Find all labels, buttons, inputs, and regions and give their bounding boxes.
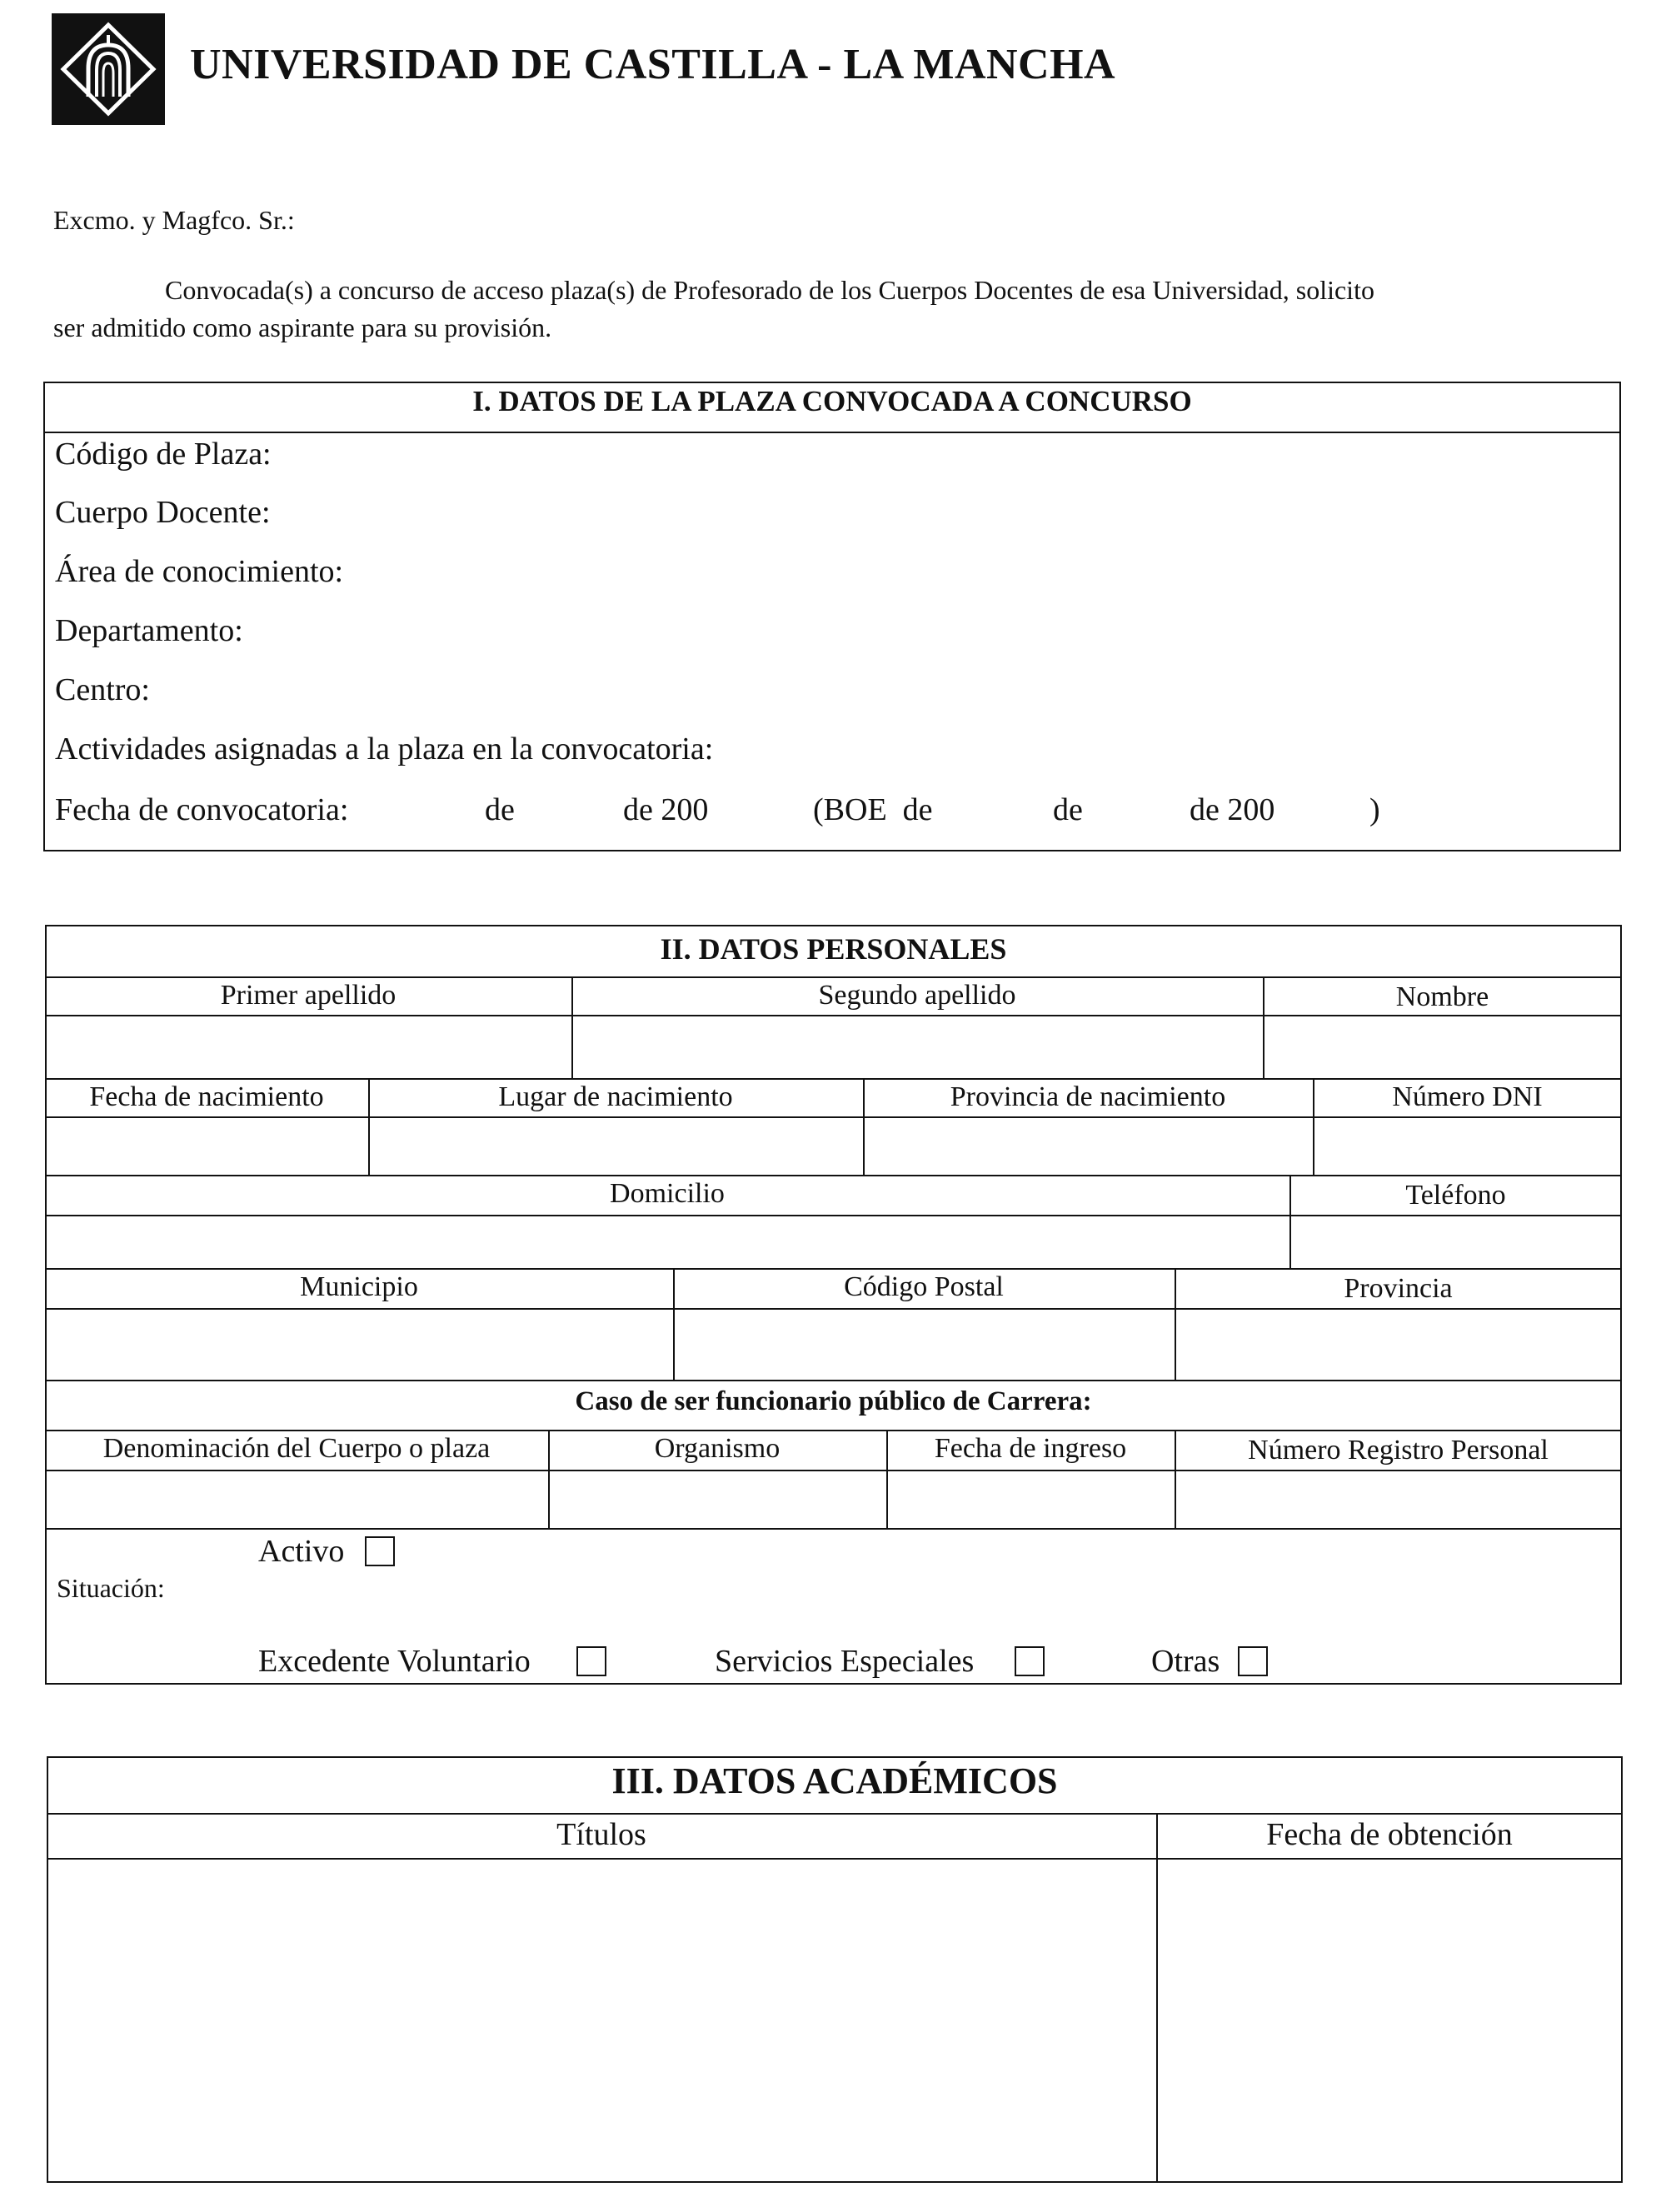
codigo-postal-field[interactable] [676,1311,1173,1378]
section-academicos-title: III. DATOS ACADÉMICOS [611,1760,1058,1801]
otras-label: Otras [1151,1644,1220,1679]
university-logo [52,13,165,125]
nombre-label: Nombre [1395,981,1489,1012]
lugar-nacimiento-label: Lugar de nacimiento [498,1081,733,1112]
centro-label: Centro: [55,672,150,707]
codigo-postal-label: Código Postal [844,1271,1004,1302]
denominacion-cuerpo-label: Denominación del Cuerpo o plaza [102,1433,491,1464]
servicios-especiales-checkbox[interactable] [1015,1646,1045,1676]
provincia-field[interactable] [1178,1311,1619,1378]
numero-registro-label: Número Registro Personal [1248,1435,1549,1466]
titulos-field[interactable] [50,1861,1155,2180]
domicilio-label: Domicilio [610,1178,725,1209]
fecha-ingreso-field[interactable] [890,1473,1173,1526]
segundo-apellido-label: Segundo apellido [818,980,1016,1011]
servicios-especiales-label: Servicios Especiales [715,1644,975,1679]
area-conocimiento-label: Área de conocimiento: [55,554,344,589]
actividades-label: Actividades asignadas a la plaza en la convocatoria: [55,732,714,766]
segundo-apellido-field[interactable] [575,1018,1261,1076]
primer-apellido-field[interactable] [48,1018,570,1076]
excedente-label: Excedente Voluntario [258,1644,531,1679]
request-text-line2: ser admitido como aspirante para su provisión. [53,312,552,342]
municipio-label: Municipio [300,1271,418,1302]
domicilio-field[interactable] [48,1218,1288,1266]
fecha-de200-1: de 200 [623,792,709,827]
fecha-de-1: de [485,792,515,827]
lugar-nacimiento-field[interactable] [372,1120,861,1173]
numero-registro-field[interactable] [1178,1473,1619,1526]
university-name: UNIVERSIDAD DE CASTILLA - LA MANCHA [190,41,1116,88]
primer-apellido-label: Primer apellido [220,980,397,1011]
fecha-obtencion-label: Fecha de obtención [1266,1817,1513,1852]
fecha-convocatoria-label: Fecha de convocatoria: [55,792,349,827]
fecha-de-2: de [1053,792,1083,827]
salutation: Excmo. y Magfco. Sr.: [53,205,295,235]
numero-dni-label: Número DNI [1392,1081,1543,1112]
telefono-label: Teléfono [1405,1180,1506,1211]
fecha-nacimiento-field[interactable] [48,1120,367,1173]
otras-checkbox[interactable] [1238,1646,1268,1676]
activo-checkbox[interactable] [365,1536,395,1566]
fecha-obtencion-field[interactable] [1160,1861,1619,2180]
numero-dni-field[interactable] [1316,1120,1619,1173]
fecha-nacimiento-label: Fecha de nacimiento [89,1081,324,1112]
activo-label: Activo [258,1534,345,1569]
boe-close-paren: ) [1369,792,1380,827]
titulos-label: Títulos [556,1817,646,1852]
organismo-label: Organismo [654,1433,781,1464]
boe-de: (BOE de [813,792,933,827]
situacion-label: Situación: [57,1573,165,1603]
section-plaza [43,382,1621,851]
nombre-field[interactable] [1266,1018,1619,1076]
excedente-checkbox[interactable] [576,1646,606,1676]
fecha-ingreso-label: Fecha de ingreso [934,1433,1127,1464]
codigo-plaza-label: Código de Plaza: [55,437,272,472]
departamento-label: Departamento: [55,613,243,648]
provincia-label: Provincia [1344,1273,1453,1304]
provincia-nacimiento-field[interactable] [866,1120,1311,1173]
organismo-field[interactable] [551,1473,885,1526]
telefono-field[interactable] [1293,1218,1619,1266]
provincia-nacimiento-label: Provincia de nacimiento [950,1081,1226,1112]
request-text-line1: Convocada(s) a concurso de acceso plaza(s) de Profesorado de los Cuerpos Docentes de esa Universidad, solicito [165,275,1374,305]
university-arch-logo-icon [52,13,165,125]
section-plaza-title: I. DATOS DE LA PLAZA CONVOCADA A CONCURSO [472,385,1192,417]
denominacion-cuerpo-field[interactable] [48,1473,546,1526]
funcionario-title: Caso de ser funcionario público de Carrera: [575,1386,1092,1416]
cuerpo-docente-label: Cuerpo Docente: [55,495,271,530]
municipio-field[interactable] [48,1311,671,1378]
section-personales-title: II. DATOS PERSONALES [660,932,1007,966]
fecha-de200-2: de 200 [1190,792,1275,827]
